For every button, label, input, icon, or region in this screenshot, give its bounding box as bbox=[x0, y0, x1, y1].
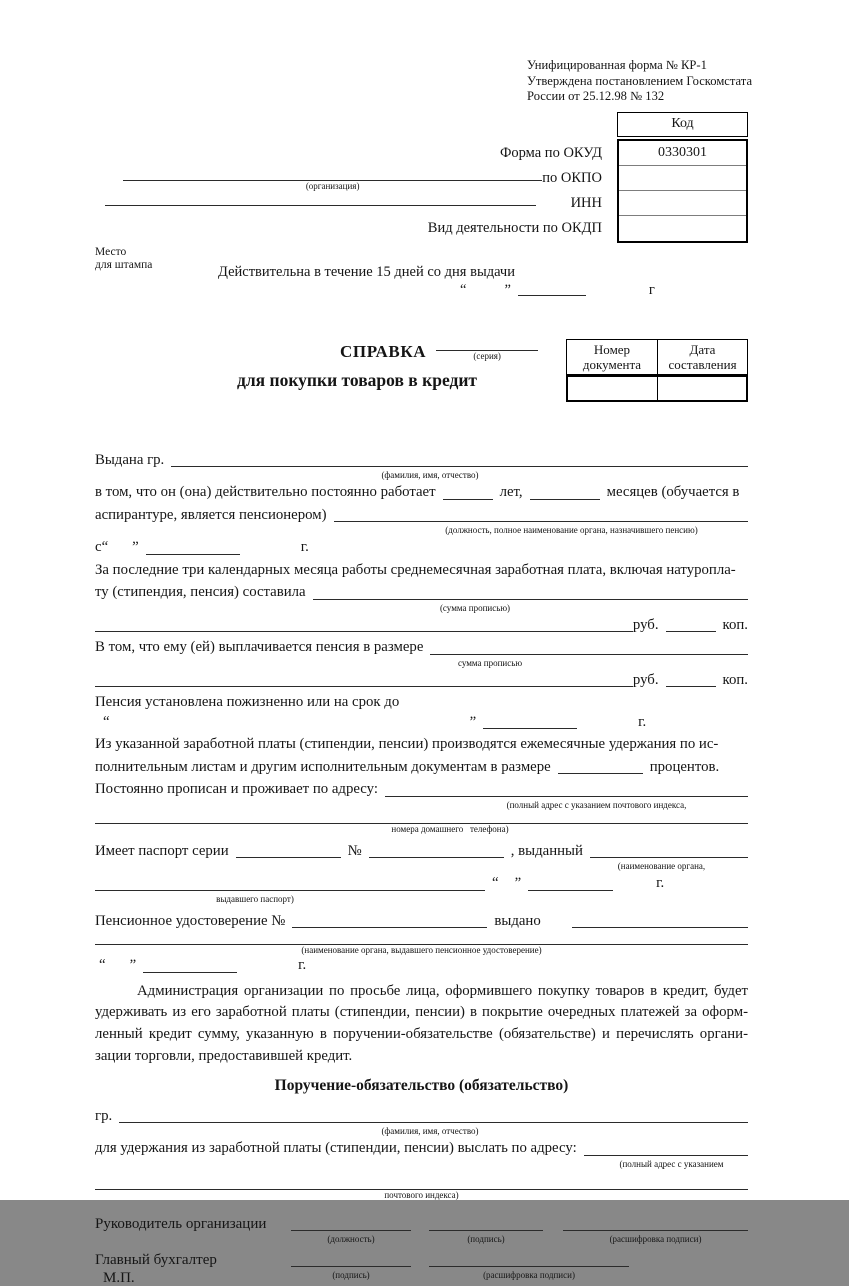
send-address-blank[interactable] bbox=[584, 1155, 748, 1156]
kop-amount-blank[interactable] bbox=[666, 631, 716, 632]
open-quote: “ bbox=[99, 957, 106, 973]
organization-caption: (организация) bbox=[305, 180, 360, 191]
send-address-caption-1: (полный адрес с указанием bbox=[619, 1158, 724, 1169]
doc-date-header: Дата составления bbox=[657, 340, 747, 374]
address-caption-2: номера домашнего телефона) bbox=[391, 823, 509, 834]
open-quote: “ bbox=[492, 875, 499, 891]
head-signature-row bbox=[95, 1215, 748, 1234]
issue-date-line bbox=[460, 282, 748, 299]
name-caption-2: (расшифровка подписи) bbox=[483, 1269, 575, 1280]
months-blank[interactable] bbox=[530, 499, 600, 500]
years-blank[interactable] bbox=[443, 499, 493, 500]
inn-row bbox=[95, 191, 608, 216]
issued-label: Выдана гр. bbox=[95, 451, 165, 468]
send-address-line: для удержания из заработной платы (стипендии, пенсии) выслать по адресу: bbox=[95, 1139, 748, 1159]
close-quote: ” bbox=[469, 713, 477, 730]
pension-cert-caption: (наименование органа, выдавшего пенсионное удостоверение) bbox=[301, 945, 542, 955]
pension-cert-number-blank[interactable] bbox=[292, 927, 487, 928]
doc-number-cell[interactable] bbox=[568, 377, 657, 400]
send-address-caption-2: почтового индекса) bbox=[384, 1189, 459, 1200]
salary-line-2: ту (стипендия, пенсия) составила bbox=[95, 583, 748, 603]
sum-words-caption: (сумма прописью) bbox=[439, 602, 511, 613]
code-table bbox=[617, 112, 748, 243]
head-position-blank[interactable] bbox=[291, 1230, 411, 1231]
passport-issuer-blank[interactable] bbox=[590, 857, 748, 858]
address-line: Постоянно прописан и проживает по адресу: bbox=[95, 780, 748, 800]
okdp-code-cell[interactable] bbox=[619, 216, 746, 241]
inn-code-cell[interactable] bbox=[619, 191, 746, 216]
percent-blank[interactable] bbox=[558, 773, 643, 774]
rub-amount-blank-2[interactable] bbox=[95, 686, 633, 687]
organization-blank[interactable] bbox=[123, 165, 542, 181]
address-caption-1: (полный адрес с указанием почтового индекса, bbox=[506, 799, 687, 810]
issued-line bbox=[95, 451, 748, 471]
approval-line: Утверждена постановлением Госкомстата bbox=[527, 73, 753, 88]
inn-fill bbox=[105, 190, 571, 216]
year-abbr: г. bbox=[638, 713, 647, 730]
rub-amount-blank[interactable] bbox=[95, 631, 633, 632]
salary-line-1: За последние три календарных месяца работы среднемесячная заработная плата, включая натуропла- bbox=[95, 561, 736, 578]
fio-caption: (фамилия, имя, отчество) bbox=[381, 470, 479, 480]
open-quote: “ bbox=[101, 539, 109, 555]
okud-label: Форма по ОКУД bbox=[499, 144, 602, 161]
passport-series-blank[interactable] bbox=[236, 857, 341, 858]
doc-number-header: Номер документа bbox=[582, 341, 642, 372]
passport-date-line bbox=[95, 874, 748, 894]
doc-table-body bbox=[566, 375, 748, 402]
number-sign: № bbox=[347, 842, 362, 859]
year-letter: г bbox=[648, 281, 655, 298]
spravka-title: СПРАВКА bbox=[340, 341, 427, 361]
sum-words-caption-2: сумма прописью bbox=[457, 657, 523, 668]
pension-term-date-blank[interactable] bbox=[483, 728, 577, 729]
passport-issuer-blank-2[interactable] bbox=[95, 890, 485, 891]
validity-note: Действительна в течение 15 дней со дня выдачи bbox=[218, 263, 515, 280]
seriya-blank-group bbox=[436, 335, 538, 361]
seriya-caption: (серия) bbox=[473, 350, 501, 361]
accountant-name-blank[interactable] bbox=[429, 1266, 629, 1267]
pension-paid-line: В том, что ему (ей) выплачивается пенсия в размере bbox=[95, 638, 748, 658]
codes-section bbox=[95, 112, 748, 250]
okud-code-cell: 0330301 bbox=[619, 141, 746, 166]
pension-cert-line: Пенсионное удостоверение № выдано bbox=[95, 912, 748, 932]
inn-label: ИНН bbox=[570, 194, 602, 211]
kop-amount-blank-2[interactable] bbox=[666, 686, 716, 687]
document-number-table bbox=[566, 339, 748, 402]
approval-line: России от 25.12.98 № 132 bbox=[527, 89, 665, 103]
since-date-line: с “ ” г. bbox=[95, 538, 748, 558]
seriya-blank[interactable] bbox=[436, 335, 538, 351]
okdp-row bbox=[95, 216, 608, 241]
close-quote: ” bbox=[132, 539, 139, 555]
stamp-abbr: М.П. bbox=[103, 1269, 135, 1286]
deduction-line-1: Из указанной заработной платы (стипендии, пенсии) производятся ежемесячные удержания по ис- bbox=[95, 736, 719, 752]
head-label: Руководитель организации bbox=[95, 1215, 267, 1232]
deduction-line-2: полнительным листам и другим исполнительным документам в размере процентов. bbox=[95, 758, 720, 775]
close-quote: ” bbox=[504, 281, 511, 298]
cert-date-line bbox=[95, 956, 748, 976]
close-quote: ” bbox=[129, 957, 137, 973]
pension-term-date-line bbox=[95, 713, 748, 733]
head-name-blank[interactable] bbox=[563, 1230, 748, 1231]
position-caption: (должность) bbox=[327, 1233, 375, 1244]
okpo-code-cell[interactable] bbox=[619, 166, 746, 191]
cert-date-blank[interactable] bbox=[143, 972, 237, 973]
passport-date-blank[interactable] bbox=[528, 890, 613, 891]
position-caption: (должность, полное наименование органа, назначившего пенсию) bbox=[445, 525, 698, 535]
works-line-2: аспирантуре, является пенсионером) bbox=[95, 506, 748, 526]
code-table-header: Код bbox=[617, 112, 748, 137]
head-signature-blank[interactable] bbox=[429, 1230, 543, 1231]
second-org-blank[interactable] bbox=[105, 190, 536, 206]
issue-date-blank[interactable] bbox=[518, 295, 586, 296]
rub-kop-line-2: руб. коп. bbox=[95, 671, 748, 691]
administration-paragraph: Администрация организации по просьбе лица, оформившего покупку товаров в кредит, будет удерживать из его заработной платы (стипендии, пенсии) в покрытие очередных платежей за оформ-ленный кредит сумму, указанную в поручении-обязательстве (обязательстве) и перечислять органи-зации торговли, предоставившей кредит. bbox=[95, 982, 748, 1064]
passport-caption-2: выдавшего паспорт) bbox=[216, 893, 294, 904]
rub-kop-line-1: руб. коп. bbox=[95, 616, 748, 636]
approval-line: Унифицированная форма № КР-1 bbox=[527, 58, 707, 72]
address-blank-2[interactable] bbox=[95, 811, 748, 824]
pension-sum-blank[interactable] bbox=[430, 654, 748, 655]
obligation-fio-blank[interactable] bbox=[119, 1122, 748, 1123]
pension-cert-issuer-blank-2[interactable] bbox=[95, 932, 748, 945]
name-caption: (расшифровка подписи) bbox=[609, 1233, 702, 1244]
open-quote: “ bbox=[103, 713, 110, 730]
send-address-blank-2[interactable] bbox=[95, 1177, 748, 1190]
organization-row bbox=[95, 166, 608, 191]
year-abbr: г. bbox=[298, 957, 307, 973]
title-section bbox=[95, 335, 748, 445]
signature-caption: (подпись) bbox=[467, 1233, 505, 1244]
fio-blank[interactable] bbox=[171, 466, 748, 467]
obligation-fio-caption: (фамилия, имя, отчество) bbox=[381, 1126, 479, 1137]
passport-line: Имеет паспорт серии № , выданный bbox=[95, 842, 748, 862]
accountant-signature-row bbox=[95, 1251, 748, 1270]
approval-note bbox=[527, 58, 753, 105]
salary-sum-blank[interactable] bbox=[313, 599, 748, 600]
accountant-signature-blank[interactable] bbox=[291, 1266, 411, 1267]
close-quote: ” bbox=[514, 875, 522, 891]
position-blank[interactable] bbox=[334, 521, 748, 522]
passport-caption-1: (наименование органа, bbox=[617, 861, 706, 871]
stamp-place-note: Место для штампа bbox=[95, 246, 153, 271]
passport-number-blank[interactable] bbox=[369, 857, 504, 858]
form-subtitle: для покупки товаров в кредит bbox=[237, 369, 478, 390]
address-blank[interactable] bbox=[385, 796, 748, 797]
works-line-1: в том, что он (она) действительно постоянно работает лет, месяцев (обучается в bbox=[95, 484, 740, 500]
pension-cert-issuer-blank[interactable] bbox=[572, 927, 748, 928]
year-abbr: г. bbox=[300, 539, 309, 555]
pension-term-line: Пенсия установлена пожизненно или на срок до bbox=[95, 694, 400, 710]
okdp-label: Вид деятельности по ОКДП bbox=[427, 219, 602, 236]
okpo-label: по ОКПО bbox=[542, 169, 602, 186]
since-date-blank[interactable] bbox=[146, 554, 240, 555]
code-labels bbox=[95, 112, 608, 241]
organization-fill bbox=[123, 165, 542, 191]
code-table-body bbox=[617, 139, 748, 243]
doc-date-cell[interactable] bbox=[657, 377, 746, 400]
obligation-title: Поручение-обязательство (обязательство) bbox=[274, 1076, 569, 1094]
year-abbr: г. bbox=[656, 875, 665, 891]
accountant-label: Главный бухгалтер bbox=[95, 1251, 217, 1268]
okud-row bbox=[95, 141, 608, 166]
open-quote: “ bbox=[460, 281, 467, 298]
doc-table-header bbox=[566, 339, 748, 375]
obligation-gr-line: гр. bbox=[95, 1107, 748, 1127]
signature-caption-2: (подпись) bbox=[332, 1269, 370, 1280]
